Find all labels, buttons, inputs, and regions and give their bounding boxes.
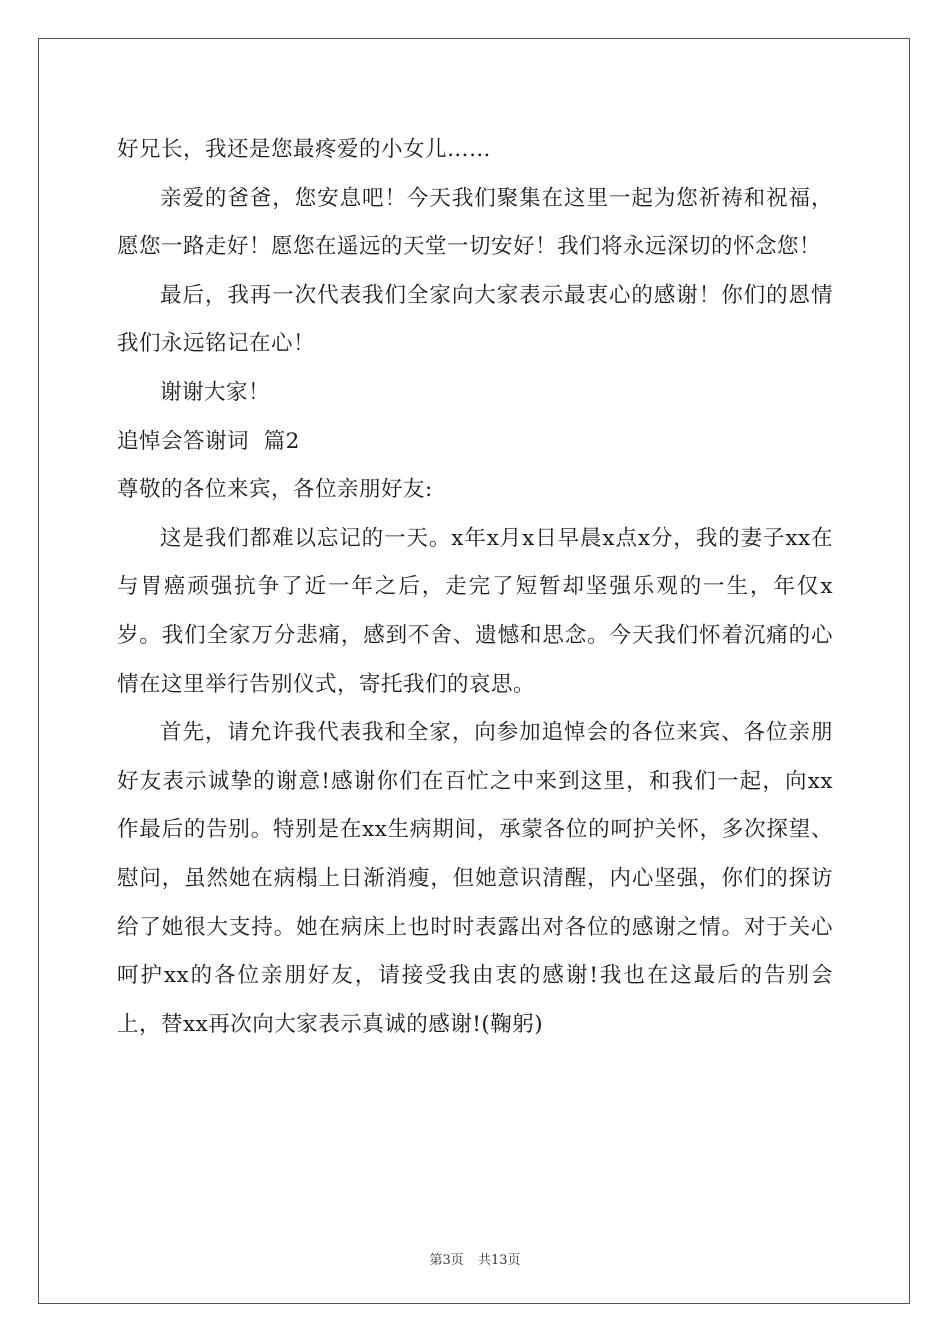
paragraph: 亲爱的爸爸，您安息吧！今天我们聚集在这里一起为您祈祷和祝福，愿您一路走好！愿您在遥远的天堂一切安好！我们将永远深切的怀念您！: [117, 185, 833, 260]
total-pages: 共13页: [477, 1253, 521, 1268]
paragraph: 好兄长，我还是您最疼爱的小女儿……: [117, 137, 492, 162]
page-number: 第3页: [429, 1253, 464, 1268]
paragraph: 谢谢大家！: [160, 379, 271, 405]
salutation: 尊敬的各位来宾，各位亲朋好友:: [117, 477, 433, 503]
paragraph: 首先，请允许我代表我和全家，向参加追悼会的各位来宾、各位亲朋好友表示诚挚的谢意!感谢你们在百忙之中来到这里，和我们一起，向xx作最后的告别。特别是在xx生病期间，承蒙各位的呵护关怀，多次探望、慰问，虽然她在病榻上日渐消瘦，但她意识清醒，内心坚强，你们的探访给了她很大支持。她在病床上也时时表露出对各位的感谢之情。对于关心呵护xx的各位亲朋好友，请接受我由衷的感谢!我也在这最后的告别会上，替xx再次向大家表示真诚的感谢!(鞠躬): [117, 720, 833, 1037]
paragraph: 这是我们都难以忘记的一天。x年x月x日早晨x点x分，我的妻子xx在与胃癌顽强抗争了近一年之后，走完了短暂却坚强乐观的一生，年仅x岁。我们全家万分悲痛，感到不舍、遗憾和思念。今天我们怀着沉痛的心情在这里举行告别仪式，寄托我们的哀思。: [117, 525, 833, 697]
document-body: [117, 126, 833, 1049]
paragraph: 最后，我再一次代表我们全家向大家表示最衷心的感谢！你们的恩情我们永远铭记在心！: [117, 282, 833, 357]
section-heading: 追悼会答谢词 篇2: [117, 428, 300, 454]
page-footer: [0, 1249, 950, 1268]
